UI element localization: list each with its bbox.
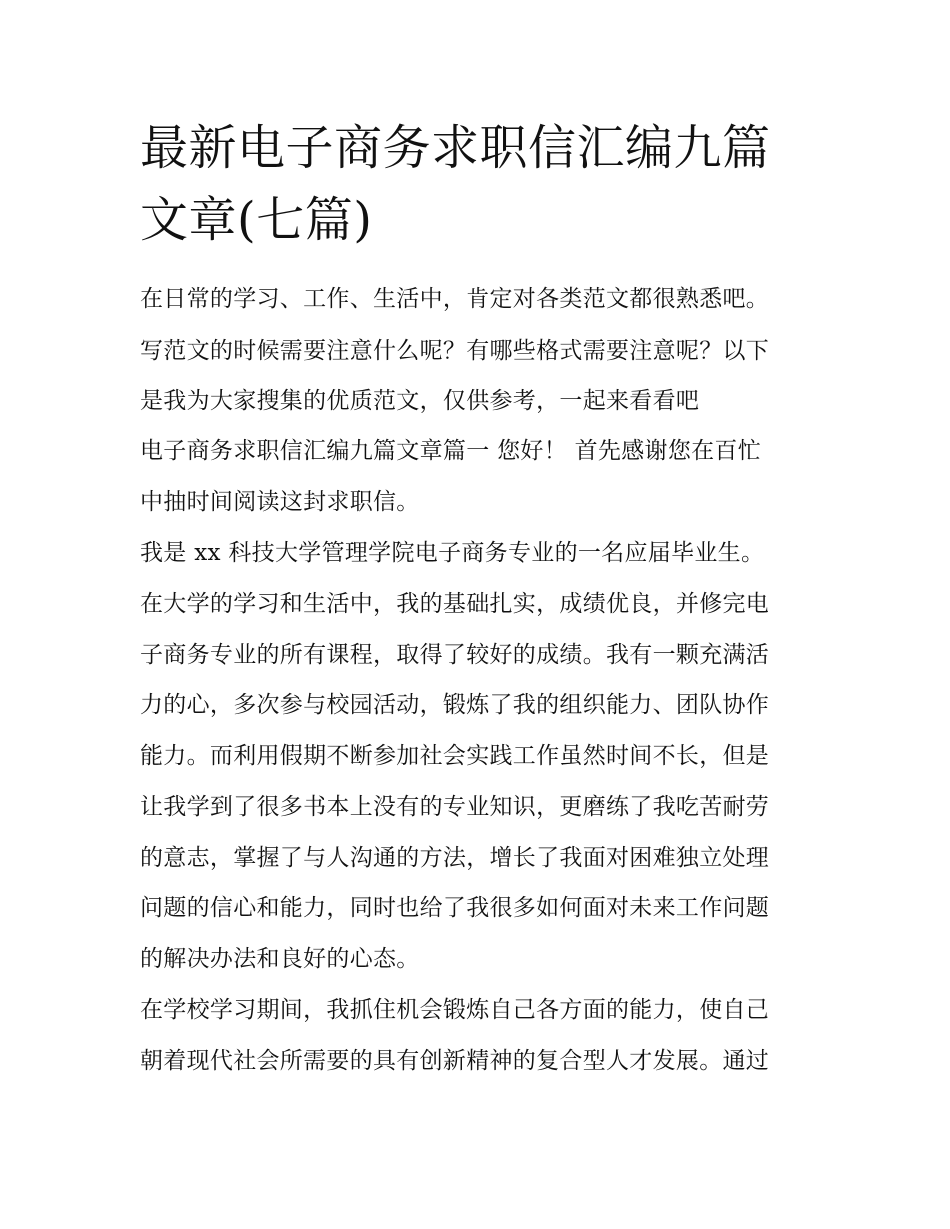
body-line: 让我学到了很多书本上没有的专业知识，更磨练了我吃苦耐劳 bbox=[140, 794, 770, 820]
body-line: 的解决办法和良好的心态。 bbox=[140, 946, 420, 972]
body-line: 在日常的学习、工作、生活中，肯定对各类范文都很熟悉吧。 bbox=[140, 286, 770, 312]
body-line: 中抽时间阅读这封求职信。 bbox=[140, 489, 420, 515]
title-line-2: 文章(七篇) bbox=[140, 192, 373, 248]
body-line: 力的心，多次参与校园活动，锻炼了我的组织能力、团队协作 bbox=[140, 692, 770, 718]
document-title bbox=[140, 112, 820, 256]
title-line-1: 最新电子商务求职信汇编九篇 bbox=[140, 120, 771, 176]
body-line: 能力。而利用假期不断参加社会实践工作虽然时间不长，但是 bbox=[140, 743, 770, 769]
body-line: 在大学的学习和生活中，我的基础扎实，成绩优良，并修完电 bbox=[140, 591, 770, 617]
body-line: 是我为大家搜集的优质范文，仅供参考，一起来看看吧 bbox=[140, 388, 700, 414]
body-line: 子商务专业的所有课程，取得了较好的成绩。我有一颗充满活 bbox=[140, 642, 770, 668]
body-line: 朝着现代社会所需要的具有创新精神的复合型人才发展。通过 bbox=[140, 1048, 770, 1074]
body-line: 在学校学习期间，我抓住机会锻炼自己各方面的能力，使自己 bbox=[140, 997, 770, 1023]
body-line: 问题的信心和能力，同时也给了我很多如何面对未来工作问题 bbox=[140, 895, 770, 921]
body-line: 写范文的时候需要注意什么呢？有哪些格式需要注意呢？以下 bbox=[140, 338, 770, 364]
body-line: 我是 xx 科技大学管理学院电子商务专业的一名应届毕业生。 bbox=[140, 540, 765, 566]
body-line: 的意志，掌握了与人沟通的方法，增长了我面对困难独立处理 bbox=[140, 845, 770, 871]
body-line: 电子商务求职信汇编九篇文章篇一 您好！ 首先感谢您在百忙 bbox=[140, 438, 762, 464]
